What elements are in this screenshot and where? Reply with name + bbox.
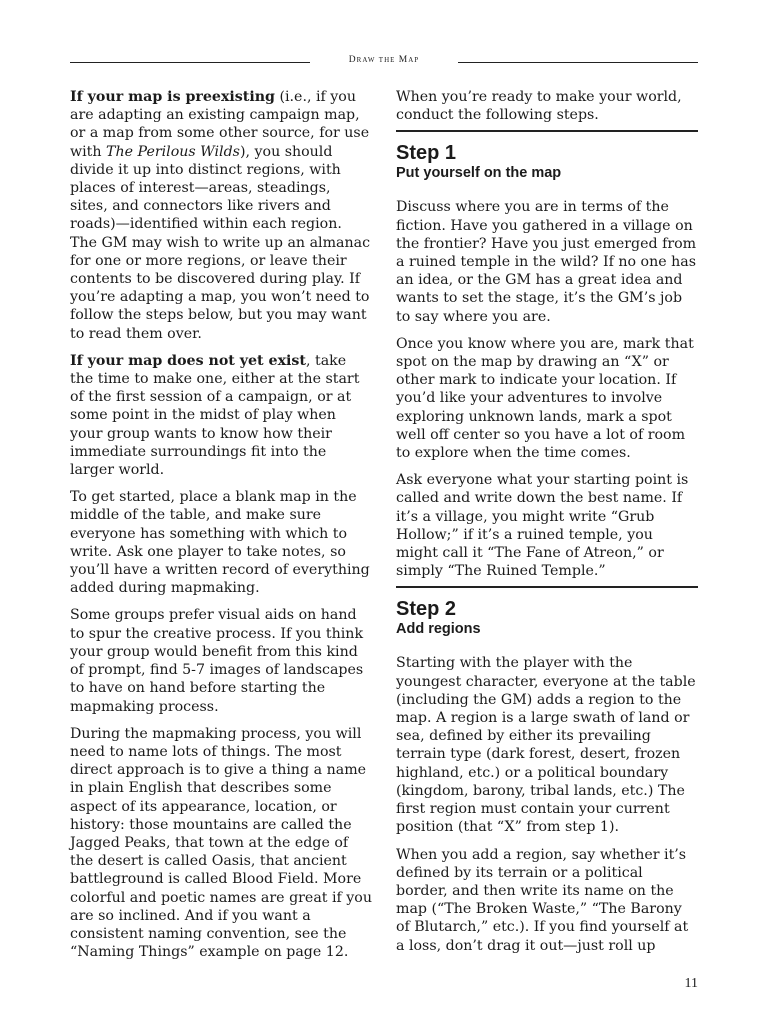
step-1-divider	[396, 130, 698, 132]
step-2-subtitle: Add regions	[396, 621, 481, 638]
right-column	[396, 88, 698, 964]
page-number: 11	[684, 976, 698, 991]
step-1-paragraph-1: Discuss where you are in terms of the fiction. Have you gathered in a village on the frontier? Have you just emerged from a ruined temple in the wild? If no one has an idea, or the GM has a great idea and wants to set the stage, it’s the GM’s job to say where you are.	[396, 199, 697, 325]
left-column	[70, 88, 372, 970]
step-1-title: Step 1	[396, 142, 457, 165]
step-1-paragraph-2: Once you know where you are, mark that spot on the map by drawing an “X” or other mark to indicate your location. If you’d like your adventures to involve exploring unknown lands, mark a spot well off center so you have a lot of room to explore when the time comes.	[396, 335, 694, 462]
paragraph-getting-started: To get started, place a blank map in the middle of the table, and make sure everyone has something with which to write. Ask one player to take notes, so you’ll have a written record of everything added during mapmaking.	[70, 489, 370, 597]
step-2-paragraph-1: Starting with the player with the youngest character, everyone at the table (including the GM) adds a region to the map. A region is a large swath of land or sea, defined by either its prevailing terrain type (dark forest, desert, frozen highland, etc.) or a political boundary (kingdom, barony, tribal lands, etc.) The first region must contain your current position (that “X” from step 1).	[396, 655, 696, 836]
header-rule-right	[458, 62, 698, 63]
lead-in-new-map: If your map does not yet exist	[70, 352, 306, 369]
paragraph-new-map: If your map does not yet exist, take the time to make one, either at the start of the first session of a campaign, or at some point in the midst of play when your group wants to know how their immediate surroundings fit into the larger world.	[70, 352, 360, 479]
book-title: The Perilous Wilds	[106, 143, 240, 160]
paragraph-intro: When you’re ready to make your world, conduct the following steps.	[396, 89, 682, 124]
step-1-subtitle: Put yourself on the map	[396, 165, 562, 182]
step-2-divider	[396, 586, 698, 588]
lead-in-preexisting: If your map is preexisting	[70, 89, 275, 105]
step-2-paragraph-2: When you add a region, say whether it’s defined by its terrain or a political border, and then write its name on the map (“The Broken Waste,” “The Barony of Blutarch,” etc.). If you find yourself at a loss, don’t drag it out—just roll up	[396, 846, 689, 954]
running-header	[70, 55, 698, 69]
paragraph-visual-aids: Some groups prefer visual aids on hand to spur the creative process. If you think your group would benefit from this kind of prompt, find 5-7 images of landscapes to have on hand before starting the mapmaking process.	[70, 607, 364, 715]
paragraph-naming: During the mapmaking process, you will need to name lots of things. The most direct approach is to give a thing a name in plain English that describes some aspect of its appearance, location, or history: those mountains are called the Jagged Peaks, that town at the edge of the desert is called Oasis, that ancient battleground is called Blood Field. More colorful and poetic names are great if you are so inclined. And if you want a consistent naming convention, see the “Naming Things” example on page 12.	[70, 725, 372, 961]
step-2-title: Step 2	[396, 598, 457, 621]
header-title: Draw the Map	[348, 55, 420, 65]
paragraph-preexisting-map: If your map is preexisting (i.e., if you are adapting an existing campaign map, or a map from some other source, for use with The Perilous Wilds), you should divide it up into distinct regions, with places of interest—areas, steadings, sites, and connectors like rivers and roads)—identified within each region. The GM may wish to write up an almanac for one or more regions, or leave their contents to be discovered during play. If you’re adapting a map, you won’t need to follow the steps below, but you may want to read them over.	[70, 89, 371, 342]
step-1-paragraph-3: Ask everyone what your starting point is called and write down the best name. If it’s a village, you might write “Grub Hollow;” if it’s a ruined temple, you might call it “The Fane of Atreon,” or simply “The Ruined Temple.”	[396, 472, 689, 580]
